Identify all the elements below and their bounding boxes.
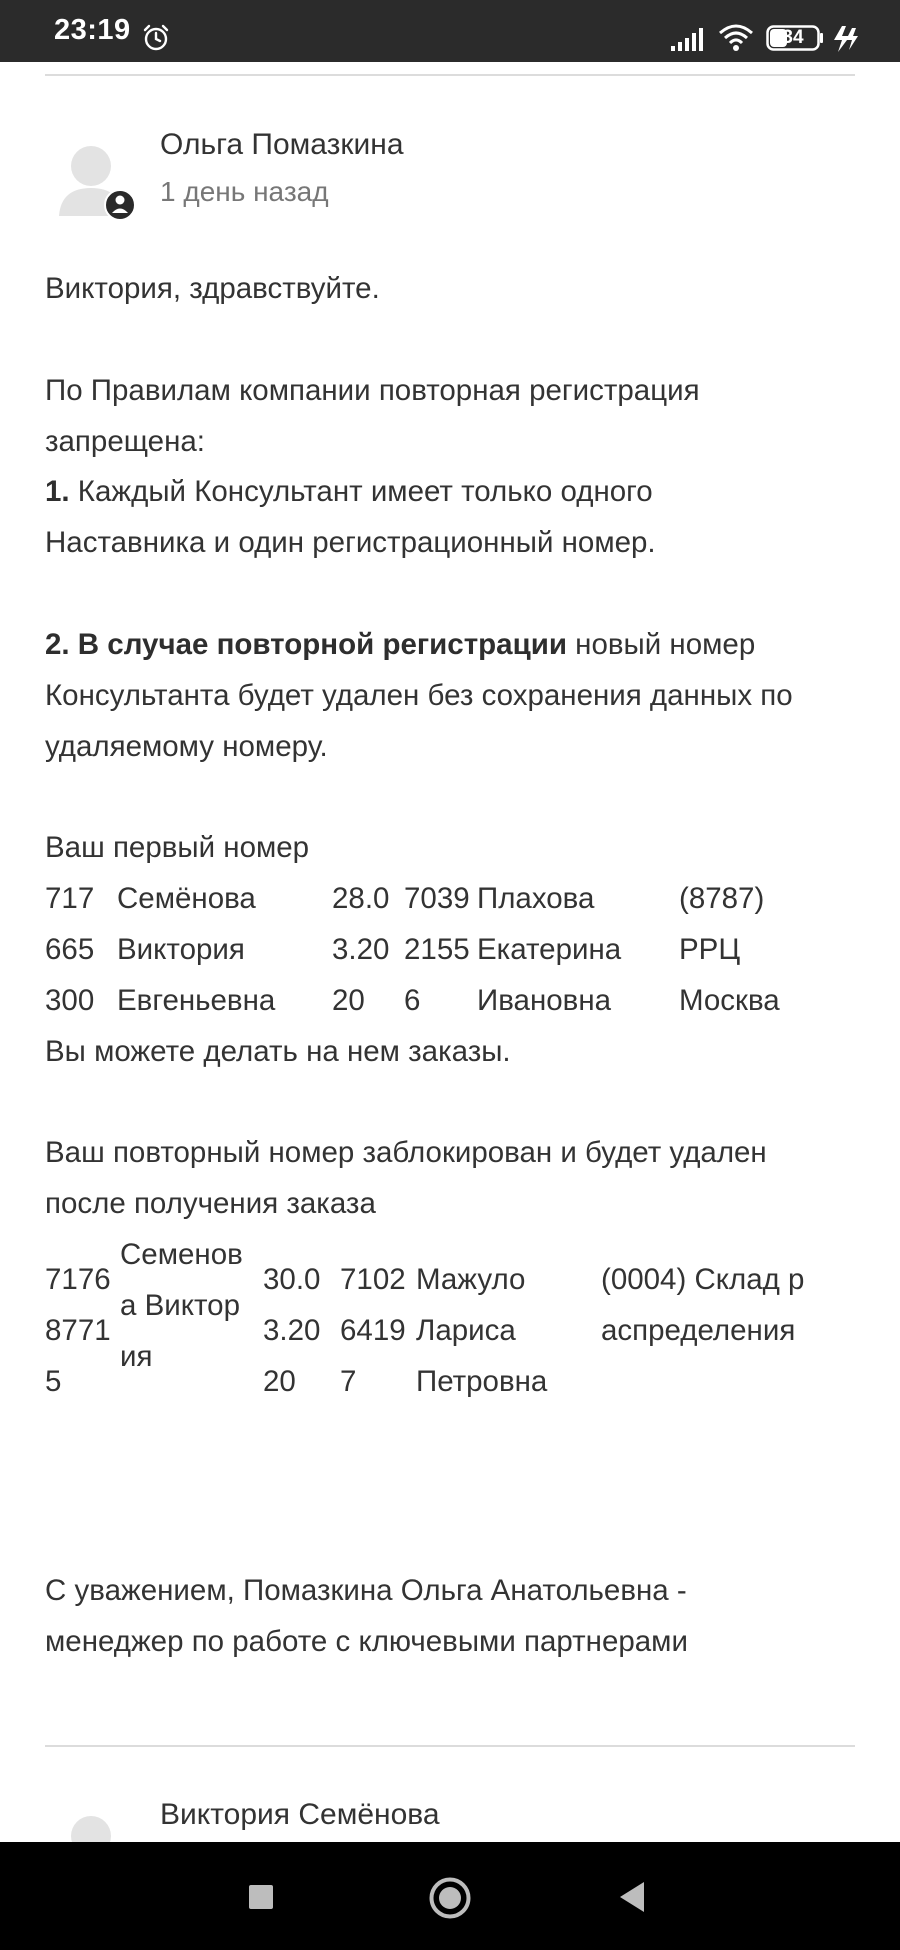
battery-level: 34	[782, 27, 804, 48]
table-cell: Екатерина	[477, 933, 622, 966]
table-cell: РРЦ	[679, 933, 741, 966]
table-cell: 3.20	[332, 933, 390, 966]
table-cell: 28.0	[332, 882, 390, 915]
table-cell: 2155	[404, 933, 470, 966]
comment-time: 1 день назад	[160, 176, 329, 207]
signal-icon	[670, 26, 704, 52]
rule-2	[45, 619, 845, 772]
table-cell: 30.03.2020	[263, 1263, 321, 1398]
blocked-text: Ваш повторный номер заблокирован и будет удален после получения заказа	[45, 1136, 767, 1220]
table-cell: 665	[45, 933, 95, 966]
rules-intro: По Правилам компании повторная регистрация запрещена:	[45, 374, 700, 458]
rule-1-text: Каждый Консультант имеет только одного Наставника и один регистрационный номер.	[45, 475, 656, 559]
greeting: Виктория, здравствуйте.	[45, 272, 380, 305]
rule-2-text: новый номер Консультанта будет удален без сохранения данных по удаляемому номеру.	[45, 628, 793, 763]
home-icon[interactable]	[428, 1876, 472, 1920]
first-number-label: Ваш первый номер	[45, 831, 310, 864]
table-cell: Мажуло Лариса Петровна	[416, 1263, 548, 1398]
table-cell: (0004) Склад распределения	[601, 1263, 805, 1347]
table-cell: 710264197	[340, 1263, 406, 1398]
recent-apps-icon[interactable]	[247, 1883, 275, 1911]
table-cell: (8787)	[679, 882, 765, 915]
can-order-text: Вы можете делать на нем заказы.	[45, 1035, 511, 1068]
table-cell: Плахова	[477, 882, 595, 915]
rule-1-number: 1.	[45, 475, 70, 508]
table-cell: 20	[332, 984, 365, 1017]
comment-author[interactable]: Виктория Семёнова	[160, 1798, 440, 1831]
rule-1	[45, 466, 805, 568]
avatar-icon[interactable]	[55, 138, 137, 220]
wifi-icon	[718, 22, 754, 52]
status-bar	[0, 0, 900, 62]
navigation-bar	[0, 1842, 900, 1950]
status-time: 23:19	[54, 14, 131, 46]
table-cell: 717	[45, 882, 95, 915]
table-cell: Виктория	[117, 933, 245, 966]
charging-icon	[830, 24, 860, 54]
signature: С уважением, Помазкина Ольга Анатольевна - менеджер по работе с ключевыми партнерами	[45, 1574, 688, 1658]
table-cell: Семенова Виктория	[120, 1238, 243, 1373]
table-cell: Москва	[679, 984, 780, 1017]
table-cell: 300	[45, 984, 95, 1017]
back-icon[interactable]	[617, 1880, 647, 1914]
divider	[45, 74, 855, 76]
comment-author[interactable]: Ольга Помазкина	[160, 128, 404, 161]
table-cell: 7039	[404, 882, 470, 915]
table-cell: Семёнова	[117, 882, 256, 915]
table-cell: 6	[404, 984, 421, 1017]
divider	[45, 1745, 855, 1747]
table-cell: 717687715	[45, 1263, 111, 1398]
rule-2-bold: 2. В случае повторной регистрации	[45, 628, 567, 661]
table-cell: Евгеньевна	[117, 984, 276, 1017]
alarm-icon	[142, 24, 170, 52]
table-cell: Ивановна	[477, 984, 612, 1017]
